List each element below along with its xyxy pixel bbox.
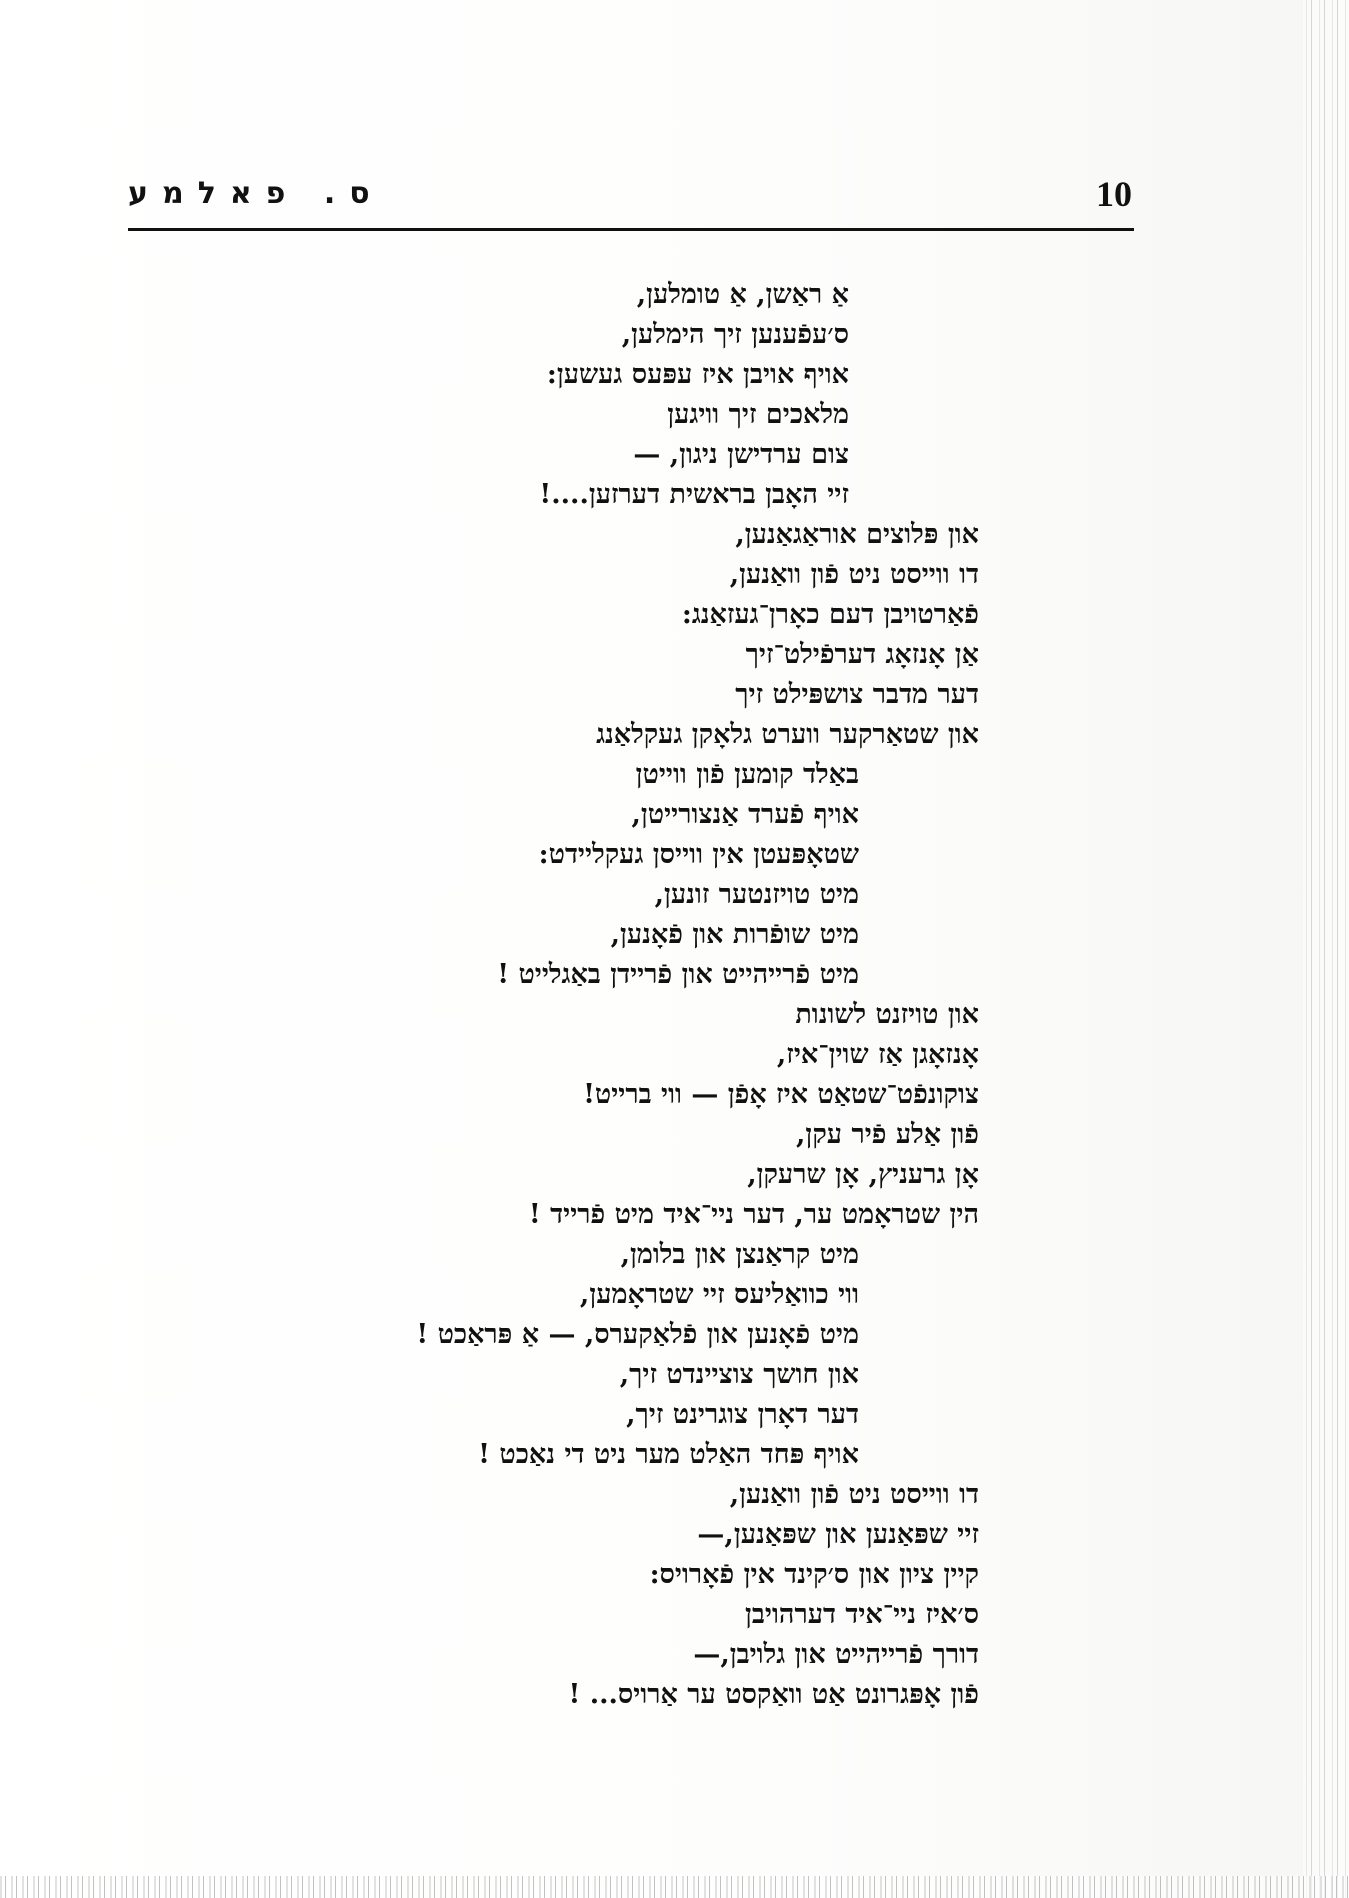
poem-line: און שטאַרקער ווערט גלאָקן געקלאַנג xyxy=(596,719,979,750)
poem-line: ווי כוואַליעס זיי שטראָמען, xyxy=(579,1279,859,1310)
poem-line: פֿון אַלע פֿיר עקן, xyxy=(796,1119,979,1150)
poem-line: דו ווייסט ניט פֿון וואַנען, xyxy=(729,1479,979,1510)
poem-line: זיי האָבן בראשית דערזען....! xyxy=(539,479,849,510)
poem-line: מיט טויזנטער זונען, xyxy=(654,879,859,910)
running-title: ס. פאלמע xyxy=(128,176,384,211)
poem-line: צוקונפֿט־שטאַט איז אָפֿן — ווי ברייט! xyxy=(583,1079,979,1110)
poem-line: אַ ראַשן, אַ טומלען, xyxy=(636,279,849,310)
page-header xyxy=(128,172,1138,232)
poem-line: דער מדבר צושפּילט זיך xyxy=(735,679,979,710)
poem-line: מיט פֿאָנען און פֿלאַקערס, — אַ פּראַכט ! xyxy=(416,1319,859,1350)
poem-line: אויף אויבן איז עפּעס געשען: xyxy=(546,359,849,390)
poem-line: פֿאַרטויבן דעם כאָרן־געזאַנג: xyxy=(681,599,979,630)
poem-line: ס׳איז ניי־איד דערהויבן xyxy=(745,1599,979,1630)
poem-line: זיי שפּאַנען און שפּאַנען,— xyxy=(697,1519,979,1550)
poem-line: אַן אָנזאָג דערפֿילט־זיך xyxy=(745,639,979,670)
stanza xyxy=(259,755,859,995)
poem-line: שטאָפּעטן אין ווייסן געקליידט: xyxy=(538,839,859,870)
poem-line: אויף פֿערד אַנצורייטן, xyxy=(631,799,859,830)
stanza xyxy=(259,1475,979,1715)
scan-edge-right xyxy=(1303,0,1349,1898)
poem-line: דו ווייסט ניט פֿון וואַנען, xyxy=(729,559,979,590)
header-rule xyxy=(128,228,1134,231)
poem-line: הין שטראָמט ער, דער ניי־איד מיט פֿרייד ! xyxy=(528,1199,979,1230)
poem-line: דורך פֿרייהייט און גלויבן,— xyxy=(693,1639,979,1670)
stanza xyxy=(259,995,979,1235)
poem-body xyxy=(259,275,979,1715)
poem-line: און חושך צוציינדט זיך, xyxy=(619,1359,859,1390)
stanza xyxy=(259,515,979,755)
poem-line: מיט קראַנצן און בלומן, xyxy=(620,1239,859,1270)
poem-line: דער דאָרן צוגרינט זיך, xyxy=(626,1399,859,1430)
poem-line: און פּלוצים אוראַגאַנען, xyxy=(735,519,979,550)
poem-line: אָנזאָגן אַז שוין־איז, xyxy=(776,1039,979,1070)
stanza xyxy=(259,275,849,515)
scan-edge-bottom xyxy=(0,1876,1349,1898)
poem-line: קיין ציון און ס׳קינד אין פֿאָרויס: xyxy=(649,1559,979,1590)
poem-line: מיט פֿרייהייט און פֿריידן באַגלייט ! xyxy=(497,959,859,990)
page-number: 10 xyxy=(1096,174,1132,214)
poem-line: מלאכים זיך וויגען xyxy=(667,399,849,430)
poem-line: מיט שופֿרות און פֿאָנען, xyxy=(610,919,859,950)
stanza xyxy=(259,1235,859,1475)
poem-line: אויף פּחד האַלט מער ניט די נאַכט ! xyxy=(478,1439,859,1470)
poem-line: אָן גרעניץ, אָן שרעקן, xyxy=(747,1159,979,1190)
poem-line: ס׳עפֿענען זיך הימלען, xyxy=(621,319,849,350)
poem-line: און טויזנט לשונות xyxy=(795,999,979,1030)
poem-line: פֿון אָפּגרונט אַט וואַקסט ער אַרויס... ! xyxy=(568,1679,979,1710)
poem-line: צום ערדישן ניגון, — xyxy=(633,439,849,470)
poem-line: באַלד קומען פֿון ווייטן xyxy=(635,759,859,790)
